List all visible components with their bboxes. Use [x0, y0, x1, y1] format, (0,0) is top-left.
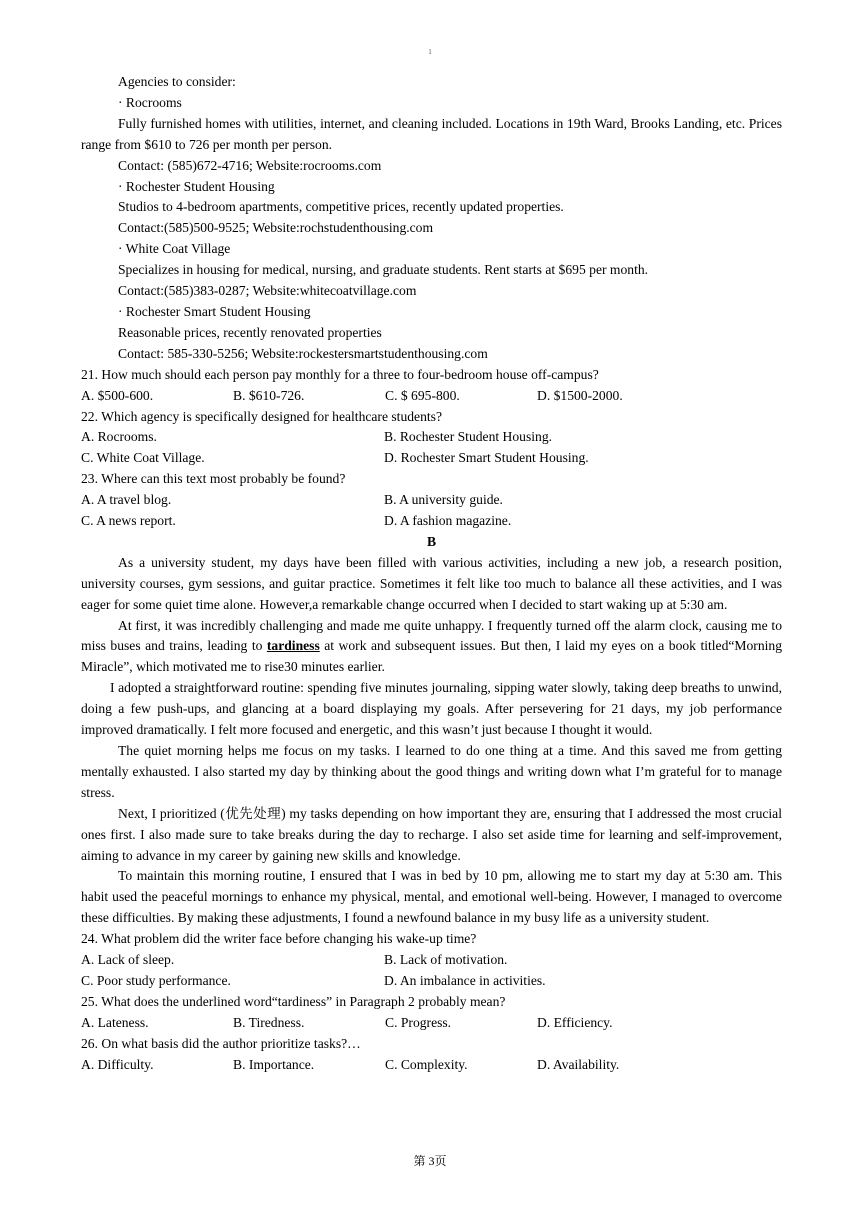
options-22-row1	[81, 427, 782, 448]
option-c: C. Complexity.	[385, 1056, 468, 1072]
options-23-row2	[81, 511, 782, 532]
option-a: A. Lack of sleep.	[81, 952, 175, 968]
options-24-row2	[81, 971, 782, 992]
option-c: C. White Coat Village.	[81, 450, 205, 466]
options-21	[81, 386, 782, 407]
option-b: B. Importance.	[233, 1056, 315, 1072]
option-b: B. Rochester Student Housing.	[384, 429, 553, 445]
agency-desc: Specializes in housing for medical, nursing, and graduate students. Rent starts at $695 per month.	[118, 262, 649, 278]
option-b: B. $610-726.	[233, 387, 305, 403]
paragraph-1: As a university student, my days have been filled with various activities, including a new job, a research position, university courses, gym sessions, and guitar practice. Sometimes it felt like too much to balance all these activities, and I was eager for some quiet time alone. However,a remarkable change occurred when I decided to start waking up at 5:30 am.	[81, 554, 782, 612]
header-mark: 1	[428, 48, 432, 56]
agency-name: · Rochester Student Housing	[118, 178, 275, 194]
option-b: B. Lack of motivation.	[384, 952, 508, 968]
agency-desc: Reasonable prices, recently renovated properties	[118, 324, 382, 340]
option-c: C. A news report.	[81, 513, 176, 529]
options-25	[81, 1013, 782, 1034]
agency-desc: Fully furnished homes with utilities, internet, and cleaning included. Locations in 19th Ward, Brooks Landing, etc. Prices range from $610 to 726 per month per person.	[81, 115, 782, 152]
option-c: C. Progress.	[385, 1014, 452, 1030]
question-26: 26. On what basis did the author prioritize tasks?…	[81, 1035, 361, 1051]
option-a: A. Rocrooms.	[81, 429, 157, 445]
question-21: 21. How much should each person pay monthly for a three to four-bedroom house off-campus?	[81, 366, 599, 382]
question-25: 25. What does the underlined word“tardiness” in Paragraph 2 probably mean?	[81, 993, 506, 1009]
agency-contact: Contact:(585)383-0287; Website:whitecoatvillage.com	[118, 283, 417, 299]
agency-desc: Studios to 4-bedroom apartments, competitive prices, recently updated properties.	[118, 199, 564, 215]
paragraph-6: To maintain this morning routine, I ensured that I was in bed by 10 pm, allowing me to start my day at 5:30 am. This habit used the peaceful mornings to enhance my physical, mental, and emotional well-being. However, I managed to overcome these difficulties. By making these adjustments, I found a newfound balance in my busy life as a university student.	[81, 868, 782, 926]
agency-contact: Contact:(585)500-9525; Website:rochstudenthousing.com	[118, 220, 434, 236]
paragraph-4: The quiet morning helps me focus on my tasks. I learned to do one thing at a time. And this saved me from getting mentally exhausted. I also started my day by thinking about the good things and writing down what I’m grateful for to manage stress.	[81, 743, 782, 800]
paragraph-2-end: at work and subsequent issues. But then, I laid my eyes on a book titled“Morning Miracle”, which motivated me to rise30 minutes earlier.	[81, 638, 782, 675]
options-22-row2	[81, 448, 782, 469]
option-c: C. $ 695-800.	[385, 387, 460, 403]
options-26	[81, 1055, 782, 1076]
underlined-word: tardiness	[266, 638, 320, 654]
agency-name: · White Coat Village	[118, 241, 231, 257]
page-number: 第 3页	[413, 1154, 447, 1168]
option-d: D. Rochester Smart Student Housing.	[384, 450, 589, 466]
paragraph-3: I adopted a straightforward routine: spending five minutes journaling, sipping water slowly, taking deep breaths to unwind, doing a few push-ups, and glancing at a board displaying my goals. After persevering for 21 days, my job performance improved dramatically. I felt more focused and energetic, and this wasn’t just because I thought it would.	[81, 680, 782, 738]
section-label: B	[426, 533, 437, 549]
agency-contact: Contact: 585-330-5256; Website:rockestersmartstudenthousing.com	[118, 345, 488, 361]
paragraph-5: Next, I prioritized (优先处理) my tasks depending on how important they are, ensuring that I addressed the most crucial ones first. I also made sure to take breaks during the day to recharge. I also set aside time for learning and self-improvement, aiming to advance in my career by gaining new skills and knowledge.	[81, 805, 782, 863]
option-d: D. Availability.	[537, 1056, 620, 1072]
option-b: B. A university guide.	[384, 492, 503, 508]
option-a: A. Difficulty.	[81, 1056, 154, 1072]
option-c: C. Poor study performance.	[81, 972, 231, 988]
option-a: A. Lateness.	[81, 1014, 149, 1030]
agency-name: · Rocrooms	[118, 94, 182, 110]
document-body	[81, 72, 782, 1076]
option-a: A. $500-600.	[81, 387, 154, 403]
question-24: 24. What problem did the writer face before changing his wake-up time?	[81, 931, 477, 947]
options-23-row1	[81, 490, 782, 511]
ads-heading: Agencies to consider:	[118, 74, 236, 89]
option-d: D. Efficiency.	[537, 1014, 613, 1030]
paragraph-2	[81, 616, 782, 679]
option-b: B. Tiredness.	[233, 1014, 305, 1030]
option-a: A. A travel blog.	[81, 492, 172, 508]
option-d: D. A fashion magazine.	[384, 513, 512, 529]
paragraph-2-start: At first, it was incredibly challenging and made me quite unhappy. I frequently turned off the alarm clock, causing me to miss buses and trains, leading to	[81, 617, 782, 654]
option-d: D. An imbalance in activities.	[384, 972, 546, 988]
agency-name: · Rochester Smart Student Housing	[118, 303, 311, 319]
option-d: D. $1500-2000.	[537, 387, 623, 403]
question-23: 23. Where can this text most probably be found?	[81, 471, 346, 487]
options-24-row1	[81, 950, 782, 971]
agency-contact: Contact: (585)672-4716; Website:rocrooms.com	[118, 157, 382, 173]
question-22: 22. Which agency is specifically designed for healthcare students?	[81, 408, 442, 424]
